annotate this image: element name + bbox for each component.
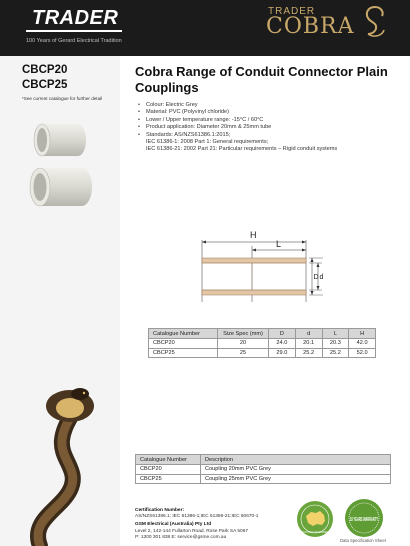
warranty-badge [344, 498, 384, 538]
table-cell: CBCP25 [136, 474, 201, 484]
data-sheet-label: Data Specification Sheet [340, 538, 386, 543]
column-header: Description [201, 455, 391, 465]
coupling-image-small [32, 118, 88, 162]
table-cell: CBCP20 [149, 339, 218, 349]
table-row [136, 465, 391, 475]
bullet-item: • Material: PVC (Polyvinyl chloride) [137, 109, 397, 116]
table-cell: 29.0 [269, 348, 296, 358]
bullet-continuation: IEC 61386-21: 2002 Part 21: Particular requirements – Rigid conduit systems [146, 146, 338, 153]
table-cell: 25.2 [322, 348, 349, 358]
bullet-item: • Product application: Diameter 20mm & 25mm tube [137, 124, 397, 131]
dimension-label-d: d [319, 274, 324, 281]
catalogue-note: *See current catalogue for further detail [22, 96, 103, 101]
column-header: Catalogue Number [136, 455, 201, 465]
trader-logo-underline [26, 30, 122, 32]
table-cell: Coupling 25mm PVC Grey [201, 474, 391, 484]
product-code-2: CBCP25 [22, 79, 68, 91]
table-header-row [136, 455, 391, 465]
certification-label: Certification Number: [135, 508, 185, 513]
australian-owned-text: AUSTRALIAN OWNED [301, 531, 329, 534]
cobra-logo-word: COBRA [266, 14, 355, 39]
column-header: L [322, 329, 349, 339]
dimension-diagram [190, 226, 330, 306]
table-cell: 52.0 [349, 348, 376, 358]
header-bar [0, 0, 410, 56]
cobra-snake-image [0, 380, 120, 546]
table-row [149, 339, 376, 349]
table-cell: CBCP20 [136, 465, 201, 475]
trader-logo [26, 4, 122, 32]
product-code-1: CBCP20 [22, 64, 68, 76]
table-header-row [149, 329, 376, 339]
trader-logo-text: TRADER [32, 7, 119, 29]
table-cell: 20.3 [322, 339, 349, 349]
table-cell: 42.0 [349, 339, 376, 349]
company-name: GSM Electrical (Australia) Pty Ltd [135, 522, 212, 528]
column-header: Size Spec (mm) [218, 329, 269, 339]
bullet-continuation: IEC 61386-1: 2008 Part 1: General requirements; [146, 139, 269, 146]
cobra-snake-icon [360, 4, 390, 40]
company-contact: P: 1300 301 838 E: service@gsme.com.au [135, 534, 227, 540]
table-cell: Coupling 20mm PVC Grey [201, 465, 391, 475]
certification-value: AS/NZS61386.1; IEC 61386-1;IEC 61386-21;IEC 60670-1 [135, 514, 259, 520]
bullet-item: • Colour: Electric Grey [137, 102, 397, 109]
footer-info [135, 508, 295, 541]
column-header: H [349, 329, 376, 339]
table-cell: 20.1 [295, 339, 322, 349]
table-row [149, 348, 376, 358]
tagline: 100 Years of Gerard Electrical Tradition [26, 38, 122, 44]
spec-table [148, 328, 376, 358]
column-header: Catalogue Number [149, 329, 218, 339]
coupling-image-large [28, 162, 94, 212]
dimension-label-L: L [276, 239, 282, 249]
bullet-item: • Standards: AS/NZS61386.1:2015; [137, 132, 397, 139]
table-cell: CBCP25 [149, 348, 218, 358]
dimension-label-D: D [313, 274, 319, 281]
spec-bullet-list [137, 102, 397, 154]
bullet-item: • Lower / Upper temperature range: -15°C / 60°C [137, 117, 397, 124]
description-table [135, 454, 391, 484]
column-header: d [295, 329, 322, 339]
table-cell: 20 [218, 339, 269, 349]
australian-owned-badge [296, 500, 334, 538]
table-row [136, 474, 391, 484]
cobra-logo-trader: TRADER [268, 6, 316, 17]
column-header: D [269, 329, 296, 339]
page-title: Cobra Range of Conduit Connector Plain Couplings [135, 64, 388, 95]
warranty-text: 10 YEARS WARRANTY [350, 517, 379, 523]
company-address: Level 2, 142-144 Fullarton Road, Rose Park SA 5067 [135, 528, 249, 534]
table-cell: 25.2 [295, 348, 322, 358]
table-cell: 24.0 [269, 339, 296, 349]
dimension-label-H: H [250, 230, 257, 240]
table-cell: 25 [218, 348, 269, 358]
